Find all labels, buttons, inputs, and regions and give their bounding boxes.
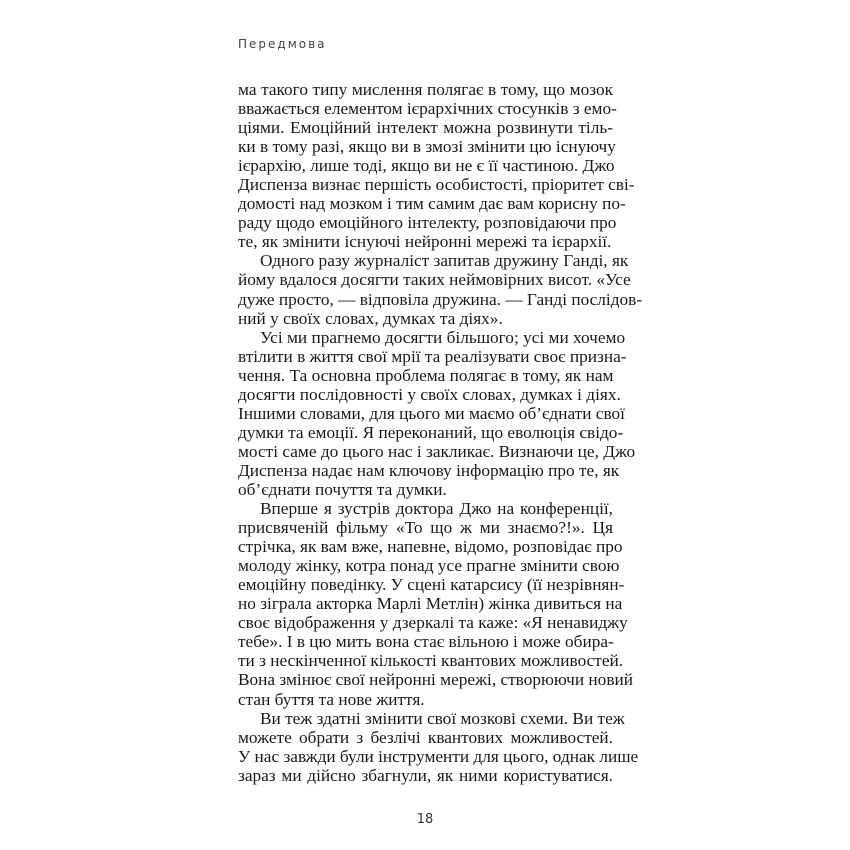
text-line: Іншими словами, для цього ми маємо об’єднати свої	[238, 403, 625, 423]
text-line: Усі ми прагнемо досягти більшого; усі ми хочемо	[260, 327, 626, 347]
text-line: ний у своїх словах, думках та діях».	[238, 308, 503, 328]
paragraph	[238, 251, 643, 328]
text-line: раду щодо емоційного інтелекту, розповідаючи про	[238, 213, 617, 233]
text-line: емоційну поведінку. У сцені катарсису (її незрівнян-	[238, 575, 625, 595]
paragraph	[238, 499, 633, 709]
text-line: те, як змінити існуючі нейронні мережі та ієрархії.	[238, 232, 612, 252]
text-line: молоду жінку, котра понад усе прагне змінити свою	[238, 556, 620, 576]
text-line: дуже просто, — відповіла дружина. — Ганді послідов-	[238, 289, 643, 309]
text-line: стан буття та нове життя.	[238, 689, 425, 709]
text-line: Диспенза надає нам ключову інформацію про те, як	[238, 460, 620, 480]
text-line: думки та емоції. Я переконаний, що еволюція свідо-	[238, 422, 624, 442]
text-line: ти з нескінченної кількості квантових можливостей.	[238, 651, 624, 671]
paragraph	[238, 80, 635, 252]
text-line: ки в тому разі, якщо ви в змозі змінити цю існуючу	[238, 137, 616, 157]
text-line: ма такого типу мислення полягає в тому, що мозок	[238, 80, 613, 99]
text-line: своє відображення у дзеркалі та каже: «Я ненавиджу	[238, 613, 628, 633]
text-line: Ви теж здатні змінити свої мозкові схеми. Ви теж	[260, 708, 625, 728]
text-line: вважається елементом ієрархічних стосунків з емо-	[238, 99, 617, 119]
text-line: но зіграла акторка Марлі Метлін) жінка дивиться на	[238, 594, 623, 614]
text-line: ціями. Емоційний інтелект можна розвинути тіль-	[238, 118, 613, 138]
text-line: об’єднати почуття та думки.	[238, 479, 447, 499]
text-line: Вперше я зустрів доктора Джо на конференції,	[260, 499, 613, 519]
text-line: мості саме до цього нас і закликає. Визнаючи це, Джо	[238, 441, 636, 461]
text-line: йому вдалося досягти таких неймовірних висот. «Усе	[238, 270, 631, 290]
text-line: чення. Та основна проблема полягає в тому, як нам	[238, 365, 614, 385]
text-line: досягти послідовності у своїх словах, думках і діях.	[238, 384, 621, 404]
body-text	[238, 80, 643, 785]
text-line: стрічка, як вам вже, напевне, відомо, розповідає про	[238, 537, 623, 557]
paragraph	[238, 327, 636, 499]
running-header: Передмова	[238, 37, 327, 51]
text-line: тебе». І в цю мить вона стає вільною і може обира-	[238, 632, 614, 652]
text-line: можете обрати з безлічі квантових можливостей.	[238, 727, 613, 747]
paragraph	[238, 708, 639, 785]
text-line: присвяченій фільму «То що ж ми знаємо?!». Ця	[238, 518, 613, 538]
text-line: Вона змінює свої нейронні мережі, створюючи новий	[238, 670, 633, 690]
text-line: У нас завжди були інструменти для цього, однак лише	[238, 746, 639, 766]
text-line: втілити в життя свої мрії та реалізувати своє призна-	[238, 346, 627, 366]
text-line: Диспенза визнає першість особистості, пріоритет сві-	[238, 175, 635, 195]
text-line: зараз ми дійсно збагнули, як ними користуватися.	[238, 765, 613, 785]
text-line: домості над мозком і тим самим дає вам корисну по-	[238, 194, 626, 214]
page-number: 18	[416, 812, 434, 827]
text-line: Одного разу журналіст запитав дружину Ганді, як	[260, 251, 629, 271]
text-line: ієрархію, лише тоді, якщо ви не є її частиною. Джо	[238, 156, 615, 176]
